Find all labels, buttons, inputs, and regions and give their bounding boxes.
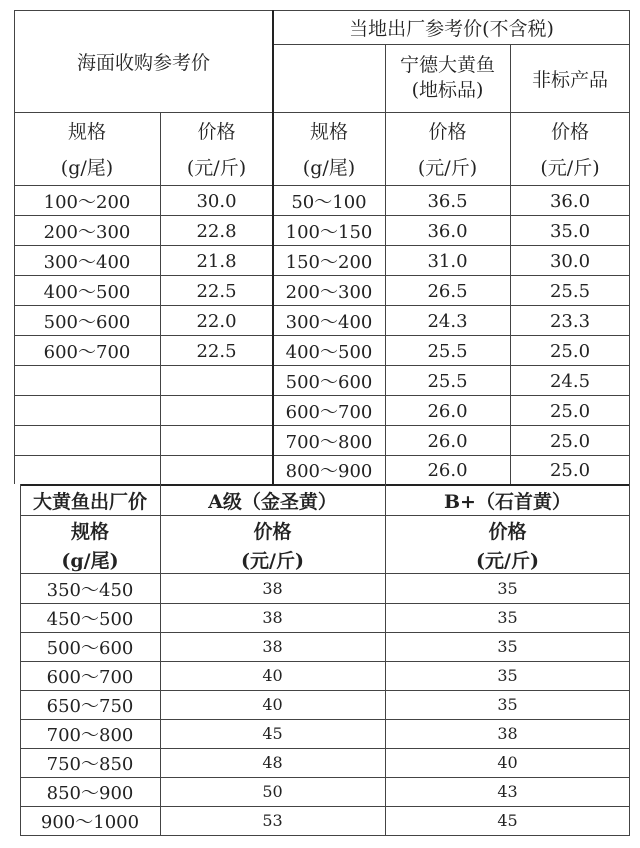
grade-b-price-label: 价格 bbox=[488, 520, 527, 543]
local-factory-title: 当地出厂参考价(不含税) bbox=[349, 17, 554, 40]
local-row-9-nonstd: 25.0 bbox=[549, 430, 591, 452]
grade-b-price-unit: (元/斤) bbox=[476, 549, 539, 572]
sea-row-2-spec: 200～300 bbox=[43, 222, 131, 243]
sea-row-1-price: 30.0 bbox=[196, 190, 237, 212]
bottom-row-5-a: 40 bbox=[262, 695, 283, 714]
bottom-row-7-spec: 750～850 bbox=[46, 753, 134, 775]
local-row-1-ningde: 36.5 bbox=[427, 190, 468, 212]
bottom-row-6-spec: 700～800 bbox=[46, 724, 134, 746]
local-row-6-spec: 400～500 bbox=[285, 342, 373, 363]
bottom-row-8-spec: 850～900 bbox=[46, 782, 134, 804]
bottom-row-9-b: 45 bbox=[497, 811, 518, 830]
sea-spec-label: 规格 bbox=[67, 120, 106, 143]
local-row-9-spec: 700～800 bbox=[285, 432, 373, 453]
local-row-3-ningde: 31.0 bbox=[427, 250, 468, 272]
local-row-2-ningde: 36.0 bbox=[427, 220, 468, 242]
bottom-row-6-b: 38 bbox=[497, 724, 518, 743]
nonstandard-header: 非标产品 bbox=[531, 68, 608, 91]
sea-row-6-price: 22.5 bbox=[196, 340, 237, 362]
bottom-row-8-b: 43 bbox=[497, 782, 518, 801]
sea-row-5-price: 22.0 bbox=[196, 310, 237, 332]
local-row-3-nonstd: 30.0 bbox=[549, 250, 591, 272]
local-row-8-ningde: 26.0 bbox=[427, 400, 468, 422]
local-spec-unit: (g/尾) bbox=[302, 156, 356, 179]
ningde-header-line2: (地标品) bbox=[411, 79, 484, 101]
bottom-row-5-spec: 650～750 bbox=[46, 695, 134, 717]
sea-price-unit: (元/斤) bbox=[186, 156, 247, 179]
sea-row-2-price: 22.8 bbox=[196, 220, 237, 242]
local-row-7-ningde: 25.5 bbox=[427, 370, 468, 392]
local-row-8-nonstd: 25.0 bbox=[549, 400, 591, 422]
sea-row-5-spec: 500～600 bbox=[43, 312, 131, 333]
sea-row-6-spec: 600～700 bbox=[43, 342, 131, 363]
grade-a-price-unit: (元/斤) bbox=[241, 549, 304, 572]
local-row-5-ningde: 24.3 bbox=[427, 310, 468, 332]
bottom-row-9-spec: 900～1000 bbox=[40, 811, 140, 833]
bottom-row-4-b: 35 bbox=[497, 666, 518, 685]
grade-b-header: B+（石首黄） bbox=[444, 490, 571, 513]
sea-purchase-title: 海面收购参考价 bbox=[76, 51, 210, 74]
local-row-7-spec: 500～600 bbox=[285, 372, 373, 393]
bottom-row-9-a: 53 bbox=[262, 811, 283, 830]
bottom-row-3-a: 38 bbox=[262, 637, 283, 656]
bottom-row-4-a: 40 bbox=[262, 666, 283, 685]
local-row-5-nonstd: 23.3 bbox=[549, 310, 591, 332]
sea-row-3-price: 21.8 bbox=[196, 250, 237, 272]
local-row-3-spec: 150～200 bbox=[285, 252, 373, 273]
local-row-10-nonstd: 25.0 bbox=[549, 459, 591, 481]
nonstd-price-label: 价格 bbox=[550, 120, 589, 143]
local-row-2-nonstd: 35.0 bbox=[549, 220, 591, 242]
bottom-row-1-a: 38 bbox=[262, 579, 283, 598]
bottom-row-7-a: 48 bbox=[262, 753, 283, 772]
sea-row-4-spec: 400～500 bbox=[43, 282, 131, 303]
local-row-8-spec: 600～700 bbox=[285, 402, 373, 423]
ningde-header bbox=[385, 44, 510, 112]
local-row-4-spec: 200～300 bbox=[285, 282, 373, 303]
local-row-4-ningde: 26.5 bbox=[427, 280, 468, 302]
bottom-spec-label: 规格 bbox=[70, 520, 109, 543]
bottom-row-5-b: 35 bbox=[497, 695, 518, 714]
sea-row-1-spec: 100～200 bbox=[43, 192, 131, 213]
nonstd-price-unit: (元/斤) bbox=[540, 156, 600, 179]
ningde-price-label: 价格 bbox=[428, 120, 467, 143]
bottom-row-2-spec: 450～500 bbox=[46, 608, 134, 630]
local-row-10-spec: 800～900 bbox=[285, 461, 373, 482]
sea-row-3-spec: 300～400 bbox=[43, 252, 131, 273]
local-row-7-nonstd: 24.5 bbox=[549, 370, 591, 392]
local-row-1-spec: 50～100 bbox=[291, 192, 367, 213]
bottom-row-3-spec: 500～600 bbox=[46, 637, 134, 659]
grade-a-header: A级（金圣黄） bbox=[208, 490, 337, 513]
sea-row-4-price: 22.5 bbox=[196, 280, 237, 302]
bottom-spec-unit: (g/尾) bbox=[61, 549, 119, 572]
bottom-row-1-spec: 350～450 bbox=[46, 579, 134, 601]
local-spec-label: 规格 bbox=[309, 120, 348, 143]
bottom-row-2-a: 38 bbox=[262, 608, 283, 627]
local-row-6-nonstd: 25.0 bbox=[549, 340, 591, 362]
local-row-4-nonstd: 25.5 bbox=[549, 280, 591, 302]
local-row-9-ningde: 26.0 bbox=[427, 430, 468, 452]
bottom-row-1-b: 35 bbox=[497, 579, 518, 598]
local-row-5-spec: 300～400 bbox=[285, 312, 373, 333]
local-row-10-ningde: 26.0 bbox=[427, 459, 468, 481]
bottom-row-7-b: 40 bbox=[497, 753, 518, 772]
bottom-row-4-spec: 600～700 bbox=[46, 666, 134, 688]
bottom-row-2-b: 35 bbox=[497, 608, 518, 627]
grade-a-price-label: 价格 bbox=[253, 520, 292, 543]
ningde-price-unit: (元/斤) bbox=[417, 156, 478, 179]
ningde-header-line1: 宁德大黄鱼 bbox=[399, 54, 495, 76]
sea-spec-unit: (g/尾) bbox=[60, 156, 114, 179]
local-row-6-ningde: 25.5 bbox=[427, 340, 468, 362]
local-row-2-spec: 100～150 bbox=[285, 222, 373, 243]
bottom-row-6-a: 45 bbox=[262, 724, 283, 743]
factory-price-title: 大黄鱼出厂价 bbox=[32, 490, 147, 513]
bottom-row-3-b: 35 bbox=[497, 637, 518, 656]
sea-price-label: 价格 bbox=[197, 120, 236, 143]
local-row-1-nonstd: 36.0 bbox=[549, 190, 591, 212]
bottom-row-8-a: 50 bbox=[262, 782, 283, 801]
